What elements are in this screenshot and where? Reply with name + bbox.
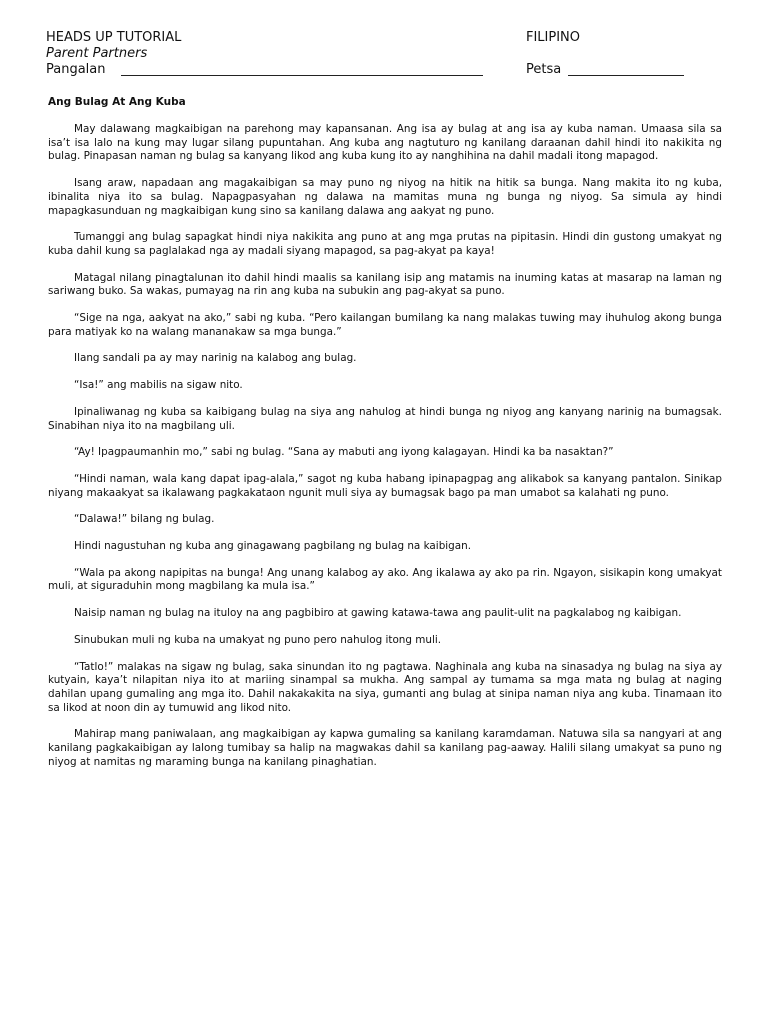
paragraph: Naisip naman ng bulag na ituloy na ang pagbibiro at gawing katawa-tawa ang paulit-ulit na pagkalabog ng kaibigan. [74, 607, 682, 620]
paragraph: “Tatlo!” malakas na sigaw ng bulag, saka sinundan ito ng pagtawa. Naghinala ang kuba na sinasadya ng bulag na siya ay kutyain, kaya’t nilapitan niya ito at mariing sinampal sa mukha. Ang sampal ay tumama sa mga mata ng bulag at naging dahilan upang gumaling ang mga ito. Dahil nakakakita na siya, gumanti ang bulag at sinipa naman niya ang kuba. Tinamaan ito sa likod at noon din ay tumuwid ang likod nito. [48, 660, 722, 714]
paragraph: Tumanggi ang bulag sapagkat hindi niya nakikita ang puno at ang mga prutas na pipitasin. Hindi din gustong umakyat ng kuba dahil kung sa paglalakad nga ay madali siyang mapagod, sa pag-akyat pa kaya! [48, 231, 722, 257]
story-title: Ang Bulag At Ang Kuba [48, 96, 186, 108]
date-label: Petsa [526, 62, 562, 77]
paragraph: May dalawang magkaibigan na parehong may kapansanan. Ang isa ay bulag at ang isa ay kuba naman. Umaasa sila sa isa’t isa lalo na kung may lugar silang pupuntahan. Ang kuba ang nagtuturo ng kanilang daraanan dahil hindi ito nakikita ng bulag. Pinapasan naman ng bulag sa kanyang likod ang kuba kung ito ay nanghihina na dahil madali itong mapagod. [48, 123, 722, 163]
subject-label: FILIPINO [526, 30, 581, 45]
paragraph: Ilang sandali pa ay may narinig na kalabog ang bulag. [74, 352, 357, 365]
paragraph: “Wala pa akong napipitas na bunga! Ang unang kalabog ay ako. Ang ikalawa ay ako pa rin. Ngayon, sisikapin kong umakyat muli, at siguraduhin mong magbilang ka mula isa.” [48, 566, 722, 593]
paragraph: Hindi nagustuhan ng kuba ang ginagawang pagbilang ng bulag na kaibigan. [74, 540, 472, 553]
worksheet-header [46, 30, 181, 62]
subject-label-container [526, 30, 580, 46]
paragraph: “Isa!” ang mabilis na sigaw nito. [74, 379, 243, 392]
paragraph: Isang araw, napadaan ang magakaibigan sa may puno ng niyog na hitik na hitik sa bunga. Nang makita ito ng kuba, ibinalita niya ito sa bulag. Napagpasyahan ng dalawa na mamitas muna ng bunga ng niyog. Sa simula ay hindi mapagkasunduan ng magkaibigan kung sino sa kanilang dalawa ang aakyat ng puno. [48, 177, 722, 217]
org-subtitle: Parent Partners [46, 46, 148, 61]
paragraph: “Ay! Ipagpaumanhin mo,” sabi ng bulag. “Sana ay mabuti ang iyong kalagayan. Hindi ka ba nasaktan?” [74, 446, 614, 459]
name-label: Pangalan [46, 62, 106, 77]
paragraph: Sinubukan muli ng kuba na umakyat ng puno pero nahulog itong muli. [74, 633, 442, 646]
name-date-row [46, 62, 736, 80]
org-name: HEADS UP TUTORIAL [46, 30, 182, 45]
paragraph: Matagal nilang pinagtalunan ito dahil hindi maalis sa kanilang isip ang matamis na inuming katas at masarap na laman ng sariwang buko. Sa wakas, pumayag na rin ang kuba na subukin ang pag-akyat sa puno. [48, 271, 722, 298]
name-blank[interactable] [121, 75, 483, 76]
paragraph: “Dalawa!” bilang ng bulag. [74, 513, 215, 526]
paragraph: Mahirap mang paniwalaan, ang magkaibigan ay kapwa gumaling sa kanilang karamdaman. Natuwa sila sa nangyari at ang kanilang pagkakaibigan ay lalong tumibay sa halip na magwakas dahil sa kanilang pag-aaway. Halili silang umakyat sa puno ng niyog at namitas ng maraming bunga na kanilang pinaghatian. [48, 728, 722, 768]
story-body [48, 123, 722, 783]
paragraph: “Sige na nga, aakyat na ako,” sabi ng kuba. “Pero kailangan bumilang ka nang malakas tuwing may ihuhulog akong bunga para matiyak ko na walang mananakaw sa mga bunga.” [48, 312, 722, 338]
paragraph: Ipinaliwanag ng kuba sa kaibigang bulag na siya ang nahulog at hindi bunga ng niyog ang kanyang narinig na bumagsak. Sinabihan niya ito na magbilang uli. [48, 405, 722, 432]
date-blank[interactable] [568, 75, 684, 76]
paragraph: “Hindi naman, wala kang dapat ipag-alala,” sagot ng kuba habang ipinapagpag ang alikabok sa kanyang pantalon. Sinikap niyang makaakyat sa ikalawang pagkakataon ngunit muli siya ay bumagsak bago pa man umabot sa kalahati ng puno. [48, 472, 722, 499]
